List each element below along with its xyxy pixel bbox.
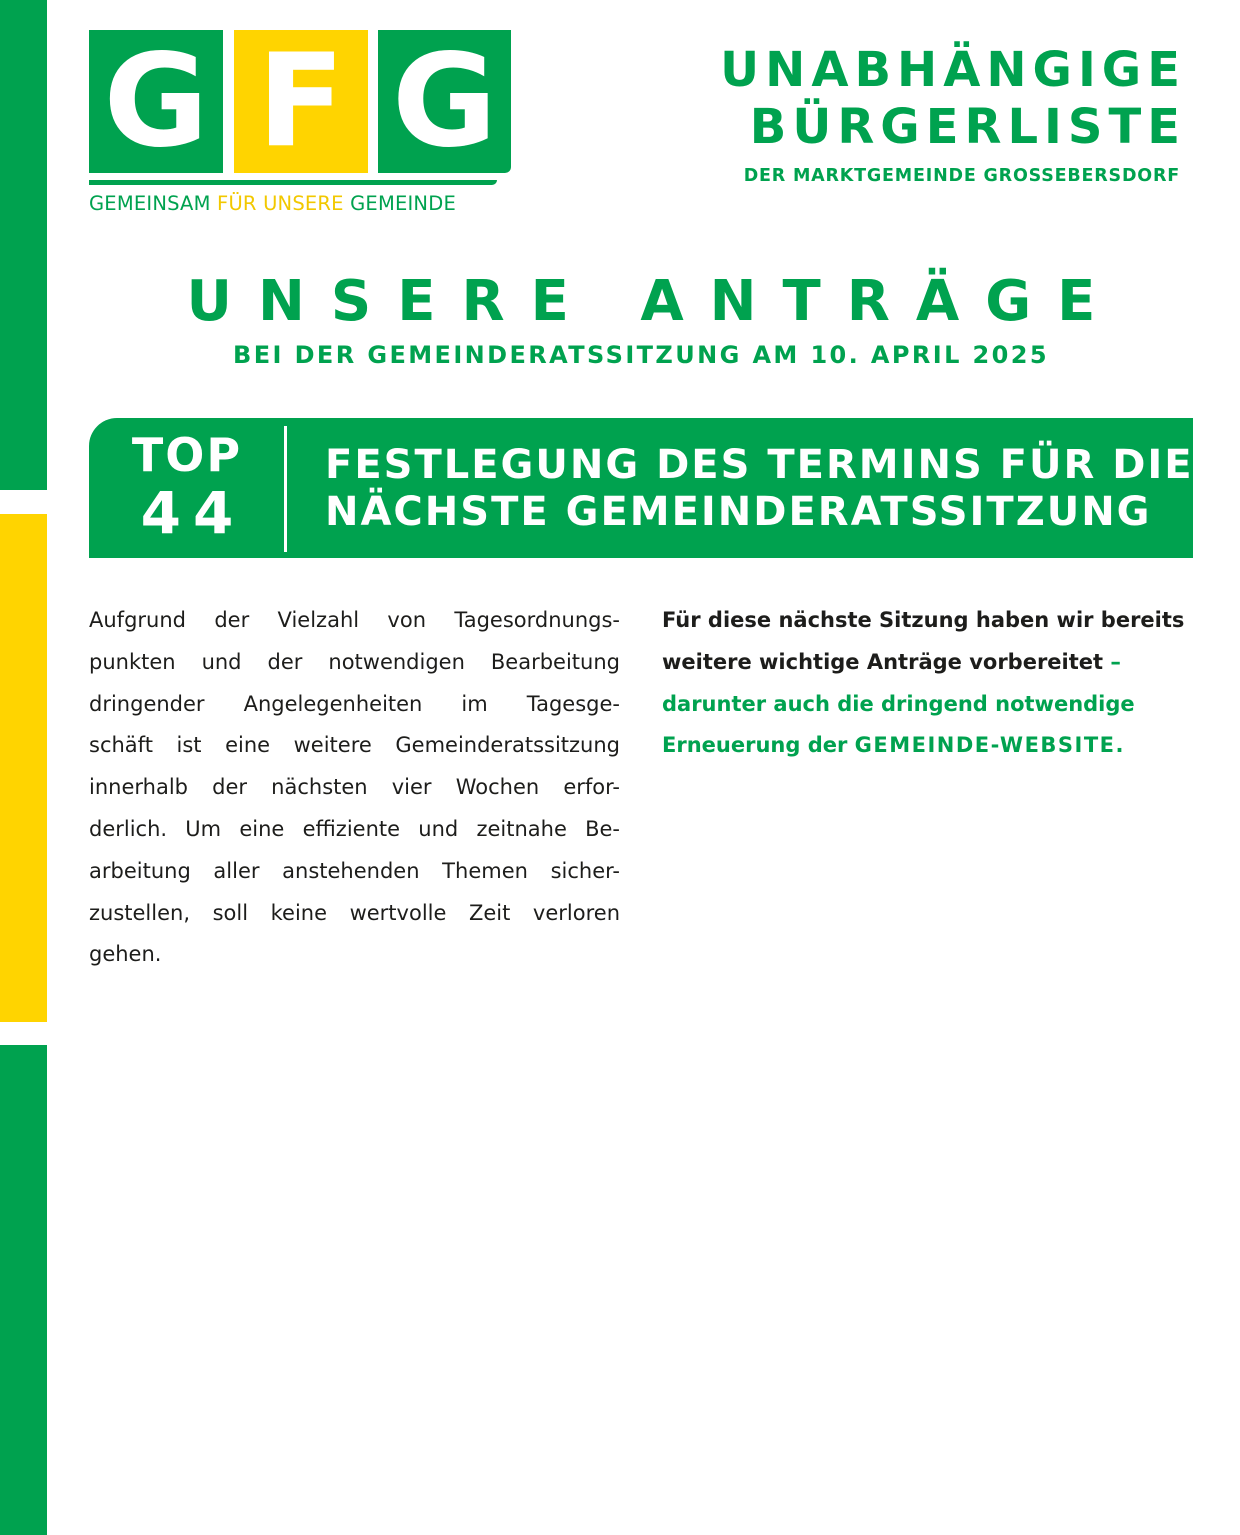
organization-subline: DER MARKTGEMEINDE GROSSEBERSDORF <box>743 166 1180 186</box>
agenda-item-title-line2: NÄCHSTE GEMEINDERATSSITZUNG <box>325 489 1152 535</box>
body-text-left <box>89 600 620 976</box>
logo-letter-f: F <box>234 30 368 173</box>
organization-line1: UNABHÄNGIGE <box>720 42 1186 98</box>
highlight-line3: darunter auch die dringend notwendige <box>662 691 1135 716</box>
logo-tagline-part1: GEMEINSAM <box>89 192 211 215</box>
organization-line2: BÜRGERLISTE <box>749 99 1186 155</box>
logo-letter-g-first: G <box>89 30 223 173</box>
body-line: schäft ist eine weitere Gemeinderatssitzung <box>89 733 620 758</box>
body-line: arbeitung aller anstehenden Themen sicher- <box>89 858 620 883</box>
page-title <box>89 270 1193 334</box>
body-line: zustellen, soll keine wertvolle Zeit verloren <box>89 900 620 925</box>
highlight-line4-prefix: Erneuerung der <box>662 733 855 758</box>
page-title-text: UNSERE ANTRÄGE <box>186 269 1122 334</box>
logo-tagline-part2: FÜR UNSERE <box>217 192 344 215</box>
agenda-item-number: 44 <box>140 479 246 547</box>
body-line: dringender Angelegenheiten im Tagesge- <box>89 691 620 716</box>
logo-tagline-part3: GEMEINDE <box>350 192 456 215</box>
highlight-line1: Für diese nächste Sitzung haben wir bereits <box>662 608 1185 632</box>
agenda-item-banner <box>89 418 1193 558</box>
side-stripe-green-top <box>0 0 47 490</box>
highlight-line2 <box>662 642 1202 684</box>
body-line: gehen. <box>89 942 162 967</box>
agenda-item-number-block <box>89 428 285 547</box>
page-subtitle: BEI DER GEMEINDERATSSITZUNG AM 10. APRIL 2025 <box>233 341 1049 369</box>
highlight-website: GEMEINDE-WEBSITE. <box>854 733 1126 758</box>
banner-divider <box>284 426 287 552</box>
highlight-line4 <box>662 725 1202 767</box>
body-line: innerhalb der nächsten vier Wochen erfor- <box>89 775 620 800</box>
side-stripe-yellow <box>0 514 47 1022</box>
body-text-right <box>662 600 1202 767</box>
body-line: Aufgrund der Vielzahl von Tagesordnungs- <box>89 608 620 632</box>
agenda-item-title <box>325 442 1194 536</box>
logo-letter-g-second: G <box>378 30 511 173</box>
logo-underline <box>89 180 497 185</box>
agenda-item-title-line1: FESTLEGUNG DES TERMINS FÜR DIE <box>325 442 1194 488</box>
body-line: punkten und der notwendigen Bearbeitung <box>89 649 620 674</box>
logo-tagline <box>89 192 456 215</box>
gfg-logo <box>89 26 511 215</box>
body-line: derlich. Um eine effiziente und zeitnahe Be- <box>89 816 620 841</box>
highlight-line2-dash: – <box>1103 649 1121 674</box>
agenda-item-label: TOP <box>131 428 243 482</box>
side-stripe-green-bottom <box>0 1045 47 1535</box>
organization-header <box>720 42 1186 186</box>
highlight-line2-dark: weitere wichtige Anträge vorbereitet <box>662 649 1104 674</box>
